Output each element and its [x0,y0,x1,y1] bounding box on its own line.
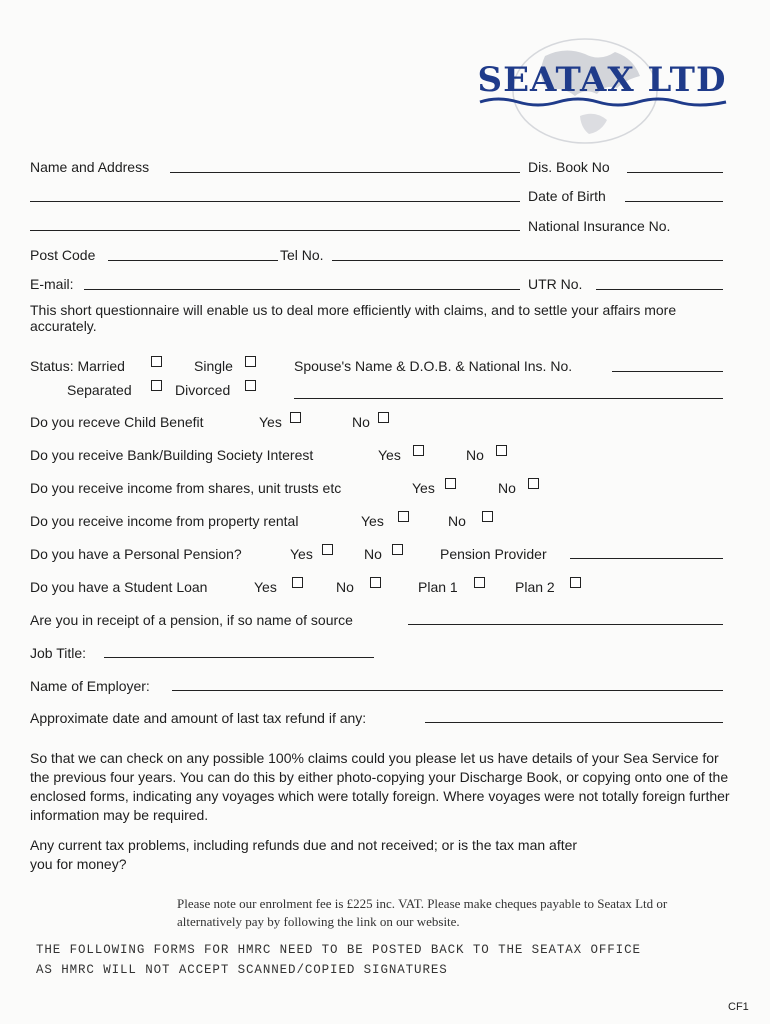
pension-source-question: Are you in receipt of a pension, if so name of source [30,612,353,628]
shares-yes-label: Yes [412,480,435,496]
tax-refund-line[interactable] [425,722,723,723]
property-no-label: No [448,513,466,529]
name-address-line[interactable] [170,172,520,173]
plan1-checkbox[interactable] [474,577,485,588]
pension-no-checkbox[interactable] [392,544,403,555]
address-line-3[interactable] [30,230,520,231]
child-benefit-no-label: No [352,414,370,430]
property-yes-checkbox[interactable] [398,511,409,522]
wave-underline [478,96,728,108]
utr-line[interactable] [596,289,723,290]
child-benefit-yes-checkbox[interactable] [290,412,301,423]
bank-interest-no-checkbox[interactable] [496,445,507,456]
plan2-checkbox[interactable] [570,577,581,588]
tel-line[interactable] [332,260,723,261]
pension-source-line[interactable] [408,624,723,625]
address-line-2[interactable] [30,201,520,202]
shares-question: Do you receive income from shares, unit trusts etc [30,480,342,496]
spouse-line[interactable] [612,371,723,372]
post-code-line[interactable] [108,260,278,261]
pension-provider-label: Pension Provider [440,546,547,562]
form-code: CF1 [728,1001,749,1013]
utr-label: UTR No. [528,276,583,292]
spouse-label: Spouse's Name & D.O.B. & National Ins. No. [294,358,573,374]
pension-provider-line[interactable] [570,558,723,559]
employer-line[interactable] [172,690,723,691]
sea-service-text: So that we can check on any possible 100% claims could you please let us have details of your Sea Service for the previous four years. You can do this by either photo-copying your Discharge Book, or copying onto one of the enclosed forms, indicating any voyages which were totally foreign. Where voyages were not totally foreign further information may be required. [30,750,730,823]
single-checkbox[interactable] [245,356,256,367]
notice-line-1: THE FOLLOWING FORMS FOR HMRC NEED TO BE POSTED BACK TO THE SEATAX OFFICE [36,943,641,957]
post-code-label: Post Code [30,247,96,263]
notice-line-2: AS HMRC WILL NOT ACCEPT SCANNED/COPIED SIGNATURES [36,963,448,977]
plan1-label: Plan 1 [418,579,458,595]
pension-yes-label: Yes [290,546,313,562]
bank-interest-yes-checkbox[interactable] [413,445,424,456]
dob-line[interactable] [625,201,723,202]
property-yes-label: Yes [361,513,384,529]
ni-label: National Insurance No. [528,218,671,234]
shares-no-label: No [498,480,516,496]
spouse-line-2[interactable] [294,398,723,399]
bank-interest-question: Do you receive Bank/Building Society Interest [30,447,314,463]
bank-interest-yes-label: Yes [378,447,401,463]
child-benefit-yes-label: Yes [259,414,282,430]
employer-label: Name of Employer: [30,678,150,694]
separated-label: Separated [67,382,132,398]
tax-refund-label: Approximate date and amount of last tax refund if any: [30,710,367,726]
property-no-checkbox[interactable] [482,511,493,522]
shares-no-checkbox[interactable] [528,478,539,489]
job-title-line[interactable] [104,657,374,658]
fee-note: Please note our enrolment fee is £225 inc. VAT. Please make cheques payable to Seatax Ltd or alternatively pay by following the link on our website. [177,896,668,929]
tel-label: Tel No. [280,247,324,263]
child-benefit-no-checkbox[interactable] [378,412,389,423]
email-line[interactable] [84,289,520,290]
dis-book-line[interactable] [627,172,723,173]
student-loan-no-label: No [336,579,354,595]
student-loan-no-checkbox[interactable] [370,577,381,588]
dis-book-label: Dis. Book No [528,159,610,175]
email-label: E-mail: [30,276,74,292]
dob-label: Date of Birth [528,188,606,204]
plan2-label: Plan 2 [515,579,555,595]
student-loan-yes-checkbox[interactable] [292,577,303,588]
tax-problems-text: Any current tax problems, including refunds due and not received; or is the tax man after you for money? [30,837,578,872]
student-loan-yes-label: Yes [254,579,277,595]
separated-checkbox[interactable] [151,380,162,391]
status-married-label: Status: Married [30,358,125,374]
divorced-label: Divorced [175,382,231,398]
married-checkbox[interactable] [151,356,162,367]
company-name: SEATAX LTD [477,60,727,100]
pension-question: Do you have a Personal Pension? [30,546,242,562]
property-question: Do you receive income from property rental [30,513,299,529]
job-title-label: Job Title: [30,645,87,661]
shares-yes-checkbox[interactable] [445,478,456,489]
divorced-checkbox[interactable] [245,380,256,391]
single-label: Single [194,358,233,374]
intro-text: This short questionnaire will enable us to deal more efficiently with claims, and to settle your affairs more accurately. [30,302,677,334]
name-address-label: Name and Address [30,159,150,175]
pension-no-label: No [364,546,382,562]
child-benefit-question: Do you receve Child Benefit [30,414,204,430]
pension-yes-checkbox[interactable] [322,544,333,555]
student-loan-question: Do you have a Student Loan [30,579,208,595]
bank-interest-no-label: No [466,447,484,463]
